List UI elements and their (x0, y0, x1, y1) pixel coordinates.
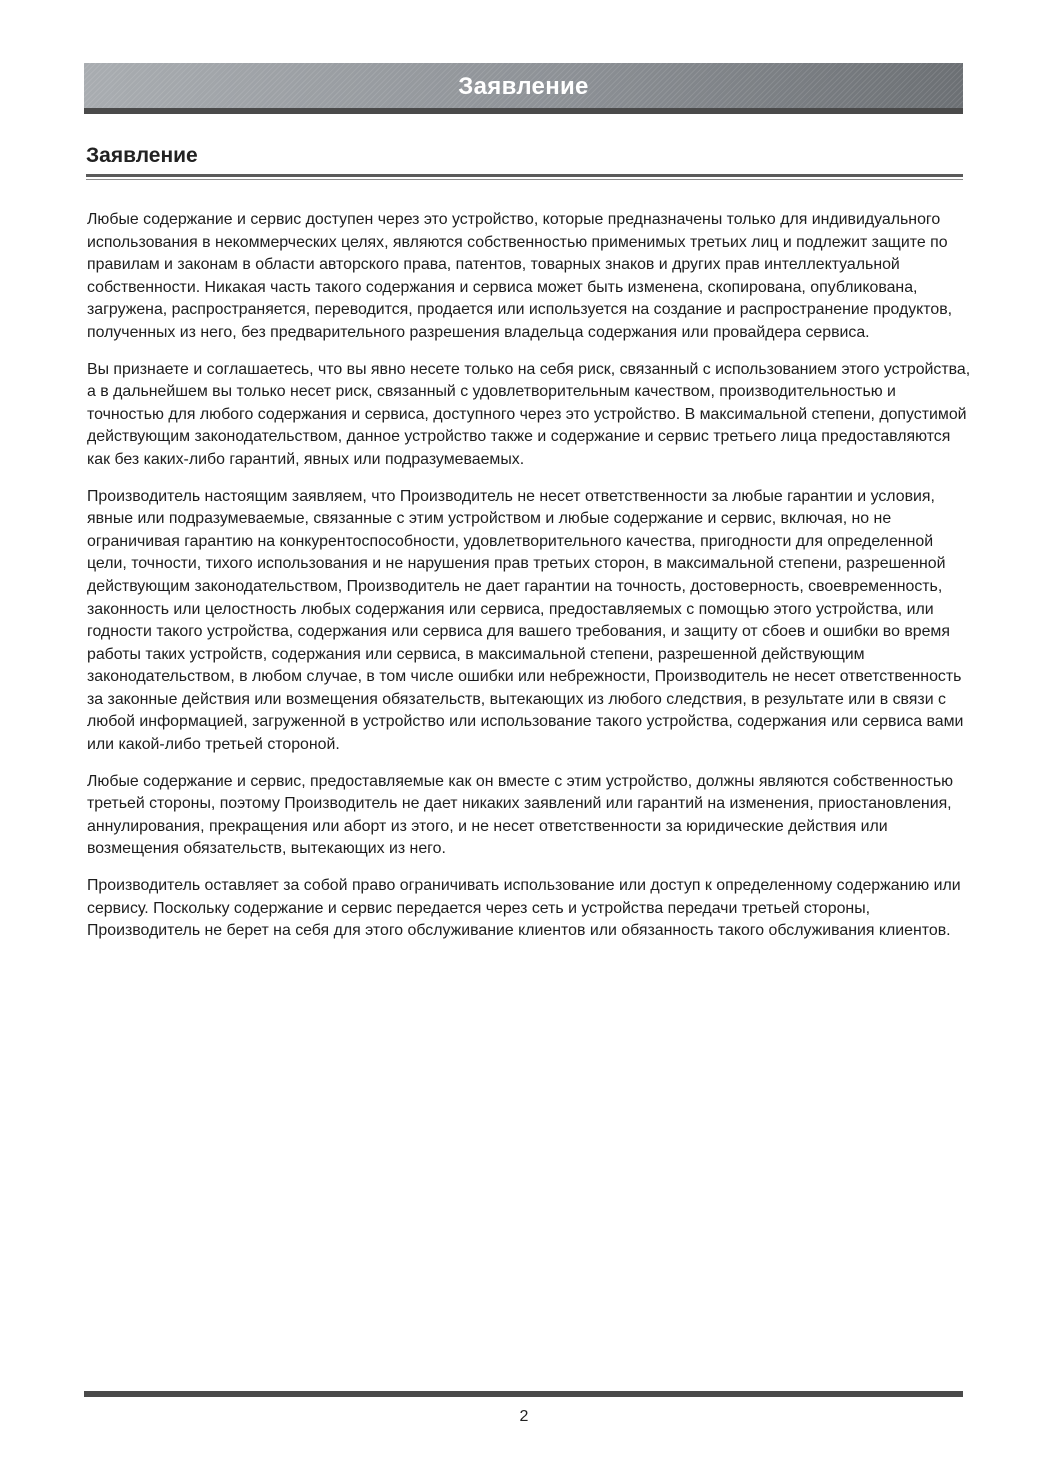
section-divider-thick (86, 174, 963, 177)
header-banner (84, 63, 963, 114)
section-title: Заявление (86, 144, 198, 167)
paragraph-1: Любые содержание и сервис доступен через это устройство, которые предназначены только для индивидуального использования в некоммерческих целях, являются собственностью применимых третьих лиц и подлежит защите по правилам и законам в области авторского права, патентов, товарных знаков и других прав интеллектуальной собственности. Никакая часть такого содержания и сервиса может быть изменена, скопирована, опубликована, загружена, распространяется, переводится, продается или используется на создание и распространение продуктов, полученных из него, без предварительного разрешения владельца содержания или провайдера сервиса. (87, 211, 953, 341)
paragraph-5: Производитель оставляет за собой право ограничивать использование или доступ к определенному содержанию или сервису. Поскольку содержание и сервис передается через сеть и устройства передачи третьей стороны, Производитель не берет на себя для этого обслуживание клиентов или обязанность такого обслуживания клиентов. (87, 877, 961, 940)
paragraph-3: Производитель настоящим заявляем, что Производитель не несет ответственности за любые гарантии и условия, явные или подразумеваемые, связанные с этим устройством и любые содержание и сервис, включая, но не ограничивая гарантию на конкурентоспособности, удовлетворительного качества, пригодности для определенной цели, точности, тихого использования и не нарушения прав третьих сторон, в максимальной степени, разрешенной действующим законодательством, Производитель не дает гарантии на точность, достоверность, своевременность, законность или целостность любых содержания или сервиса, предоставляемых с помощью этого устройства, или годности такого устройства, содержания или сервиса для вашего требования, и защиту от сбоев и ошибки во время работы таких устройств, содержания или сервиса, в максимальной степени, разрешенной действующим законодательством, в любом случае, в том числе ошибки или небрежности, Производитель не несет ответственность за законные действия или возмещения обязательств, вытекающих из любого следствия, в результате или в связи с любой информацией, загруженной в устройство или использование такого устройства, содержания или сервиса вами или какой-либо третьей стороной. (87, 487, 964, 754)
footer-divider (84, 1391, 963, 1397)
section-divider-thin (86, 179, 963, 180)
banner-title: Заявление (458, 73, 589, 100)
document-body (87, 209, 971, 957)
paragraph-2: Вы признаете и соглашаетесь, что вы явно несете только на себя риск, связанный с использованием этого устройства, а в дальнейшем вы только несет риск, связанный с удовлетворительным качеством, производительностью и точностью для любого содержания и сервиса, доступного через это устройство. В максимальной степени, допустимой действующим законодательством, данное устройство также и содержание и сервис третьего лица предоставляются как без каких-либо гарантий, явных или подразумеваемых. (87, 360, 971, 468)
paragraph-4: Любые содержание и сервис, предоставляемые как он вместе с этим устройство, должны являются собственностью третьей стороны, поэтому Производитель не дает никаких заявлений или гарантий на изменения, приостановления, аннулирования, прекращения или аборт из этого, и не несет ответственности за юридические действия или возмещения обязательств, вытекающих из него. (87, 772, 954, 858)
page-number: 2 (519, 1408, 529, 1425)
